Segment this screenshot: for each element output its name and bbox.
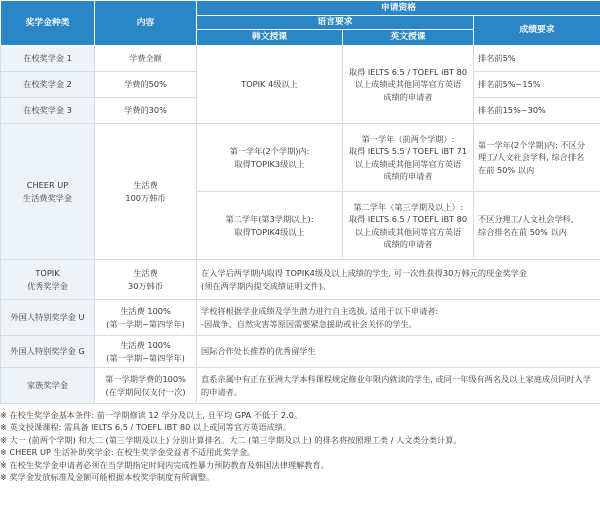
footnote: ※ 大一 (前两个学期) 和大二 (第三学期及以上) 分别计算排名。大二 (第三学期及以上) 的排名将按照理工类 / 人文类分类计算。 bbox=[0, 434, 462, 445]
header-type: 奖学金种类 bbox=[1, 1, 95, 46]
scholarship-type: 外国人特别奖学金 G bbox=[1, 336, 95, 368]
grade-requirement: 排名前5% bbox=[474, 46, 600, 72]
korean-requirement: 第二学年(第3学期以上): 取得TOPIK4级以上 bbox=[197, 192, 343, 260]
scholarship-type: TOPIK 优秀奖学金 bbox=[1, 260, 95, 300]
scholarship-content: 生活费 100% (第一学期~第四学年) bbox=[95, 336, 197, 368]
scholarship-type: 在校奖学金 3 bbox=[1, 98, 95, 124]
scholarship-description: 在入学后两学期内取得 TOPIK4级及以上成绩的学生, 可一次性获得30万韩元的现金奖学金 (须在两学期内提交成绩证明文件)。 bbox=[197, 260, 600, 300]
scholarship-type: 外国人特别奖学金 U bbox=[1, 300, 95, 336]
table-row bbox=[1, 300, 600, 336]
scholarship-type: 家族奖学金 bbox=[1, 368, 95, 404]
english-requirement: 第二学年（第三学期及以上）: 取得 IELTS 6.5 / TOEFL iBT 80 以上成绩或其他同等官方英语 成绩的申请者 bbox=[343, 192, 474, 260]
table-row bbox=[1, 260, 600, 300]
header-english-track: 英文授课 bbox=[343, 30, 474, 46]
header-grade-req: 成绩要求 bbox=[474, 16, 600, 46]
footnote: ※ 在校生奖学金申请者必须在当学期指定时间内完成性暴力预防教育及韩国法律理解教育。 bbox=[0, 459, 329, 470]
grade-requirement: 第一学年(2个学期)内: 不区分 理工/人文社会学科, 综合排名 在前 50% 以内 bbox=[474, 124, 600, 192]
header-eligibility: 申请资格 bbox=[197, 1, 600, 16]
scholarship-description: 学校将根据学业成绩及学生潜力进行自主选拔, 适用于以下申请者: -因战争、自然灾害等原因需要紧急援助或社会关怀的学生。 bbox=[197, 300, 600, 336]
scholarship-content: 生活费 30万韩币 bbox=[95, 260, 197, 300]
scholarship-content: 生活费 100% (第一学期~第四学年) bbox=[95, 300, 197, 336]
scholarship-content: 第一学期学费的100% (在学期间仅支付一次) bbox=[95, 368, 197, 404]
footnote: ※ CHEER UP 生活补助奖学金: 在校生奖学金受益者不适用此奖学金。 bbox=[0, 447, 256, 458]
english-requirement: 取得 IELTS 6.5 / TOEFL iBT 80 以上成绩或其他同等官方英语 成绩的申请者 bbox=[343, 46, 474, 124]
grade-requirement: 排名前5%~15% bbox=[474, 72, 600, 98]
korean-requirement: 第一学年(2个学期)内: 取得TOPIK3级以上 bbox=[197, 124, 343, 192]
footnote: ※ 英文授课课程: 需具备 IELTS 6.5 / TOEFL iBT 80 以上或同等官方英语成绩。 bbox=[0, 422, 292, 433]
header-language-req: 语言要求 bbox=[197, 16, 474, 30]
scholarship-type: 在校奖学金 2 bbox=[1, 72, 95, 98]
footnote: ※ 在校生奖学金基本条件: 前一学期修读 12 学分及以上, 且平均 GPA 不低于 2.0。 bbox=[0, 410, 303, 420]
scholarship-description: 直系亲属中有正在亚洲大学本科课程规定修业年限内就读的学生, 或同一年级有两名及以上家庭成员同时入学的申请者。 bbox=[197, 368, 600, 404]
scholarship-type: 在校奖学金 1 bbox=[1, 46, 95, 72]
footnotes bbox=[0, 409, 600, 483]
korean-requirement: TOPIK 4级以上 bbox=[197, 46, 343, 124]
table-row bbox=[1, 336, 600, 368]
table-row bbox=[1, 368, 600, 404]
scholarship-content: 学费的30% bbox=[95, 98, 197, 124]
scholarship-content: 学费的50% bbox=[95, 72, 197, 98]
header-korean-track: 韩文授课 bbox=[197, 30, 343, 46]
english-requirement: 第一学年（前两个学期）: 取得 IELTS 5.5 / TOEFL iBT 71 以上成绩或其他同等官方英语 成绩的申请者 bbox=[343, 124, 474, 192]
header-content: 内容 bbox=[95, 1, 197, 46]
scholarship-description: 国际合作处长推荐的优秀留学生 bbox=[197, 336, 600, 368]
scholarship-content: 学费全额 bbox=[95, 46, 197, 72]
footnote: ※ 奖学金发放标准及金额可能根据本校奖学制度有所调整。 bbox=[0, 472, 215, 483]
grade-requirement: 不区分理工/人文社会学科, 综合排名在前 50% 以内 bbox=[474, 192, 600, 260]
table-row bbox=[1, 124, 600, 192]
grade-requirement: 排名前15%~30% bbox=[474, 98, 600, 124]
scholarship-content: 生活费 100万韩币 bbox=[95, 124, 197, 260]
scholarship-type: CHEER UP 生活费奖学金 bbox=[1, 124, 95, 260]
table-row bbox=[1, 46, 600, 72]
